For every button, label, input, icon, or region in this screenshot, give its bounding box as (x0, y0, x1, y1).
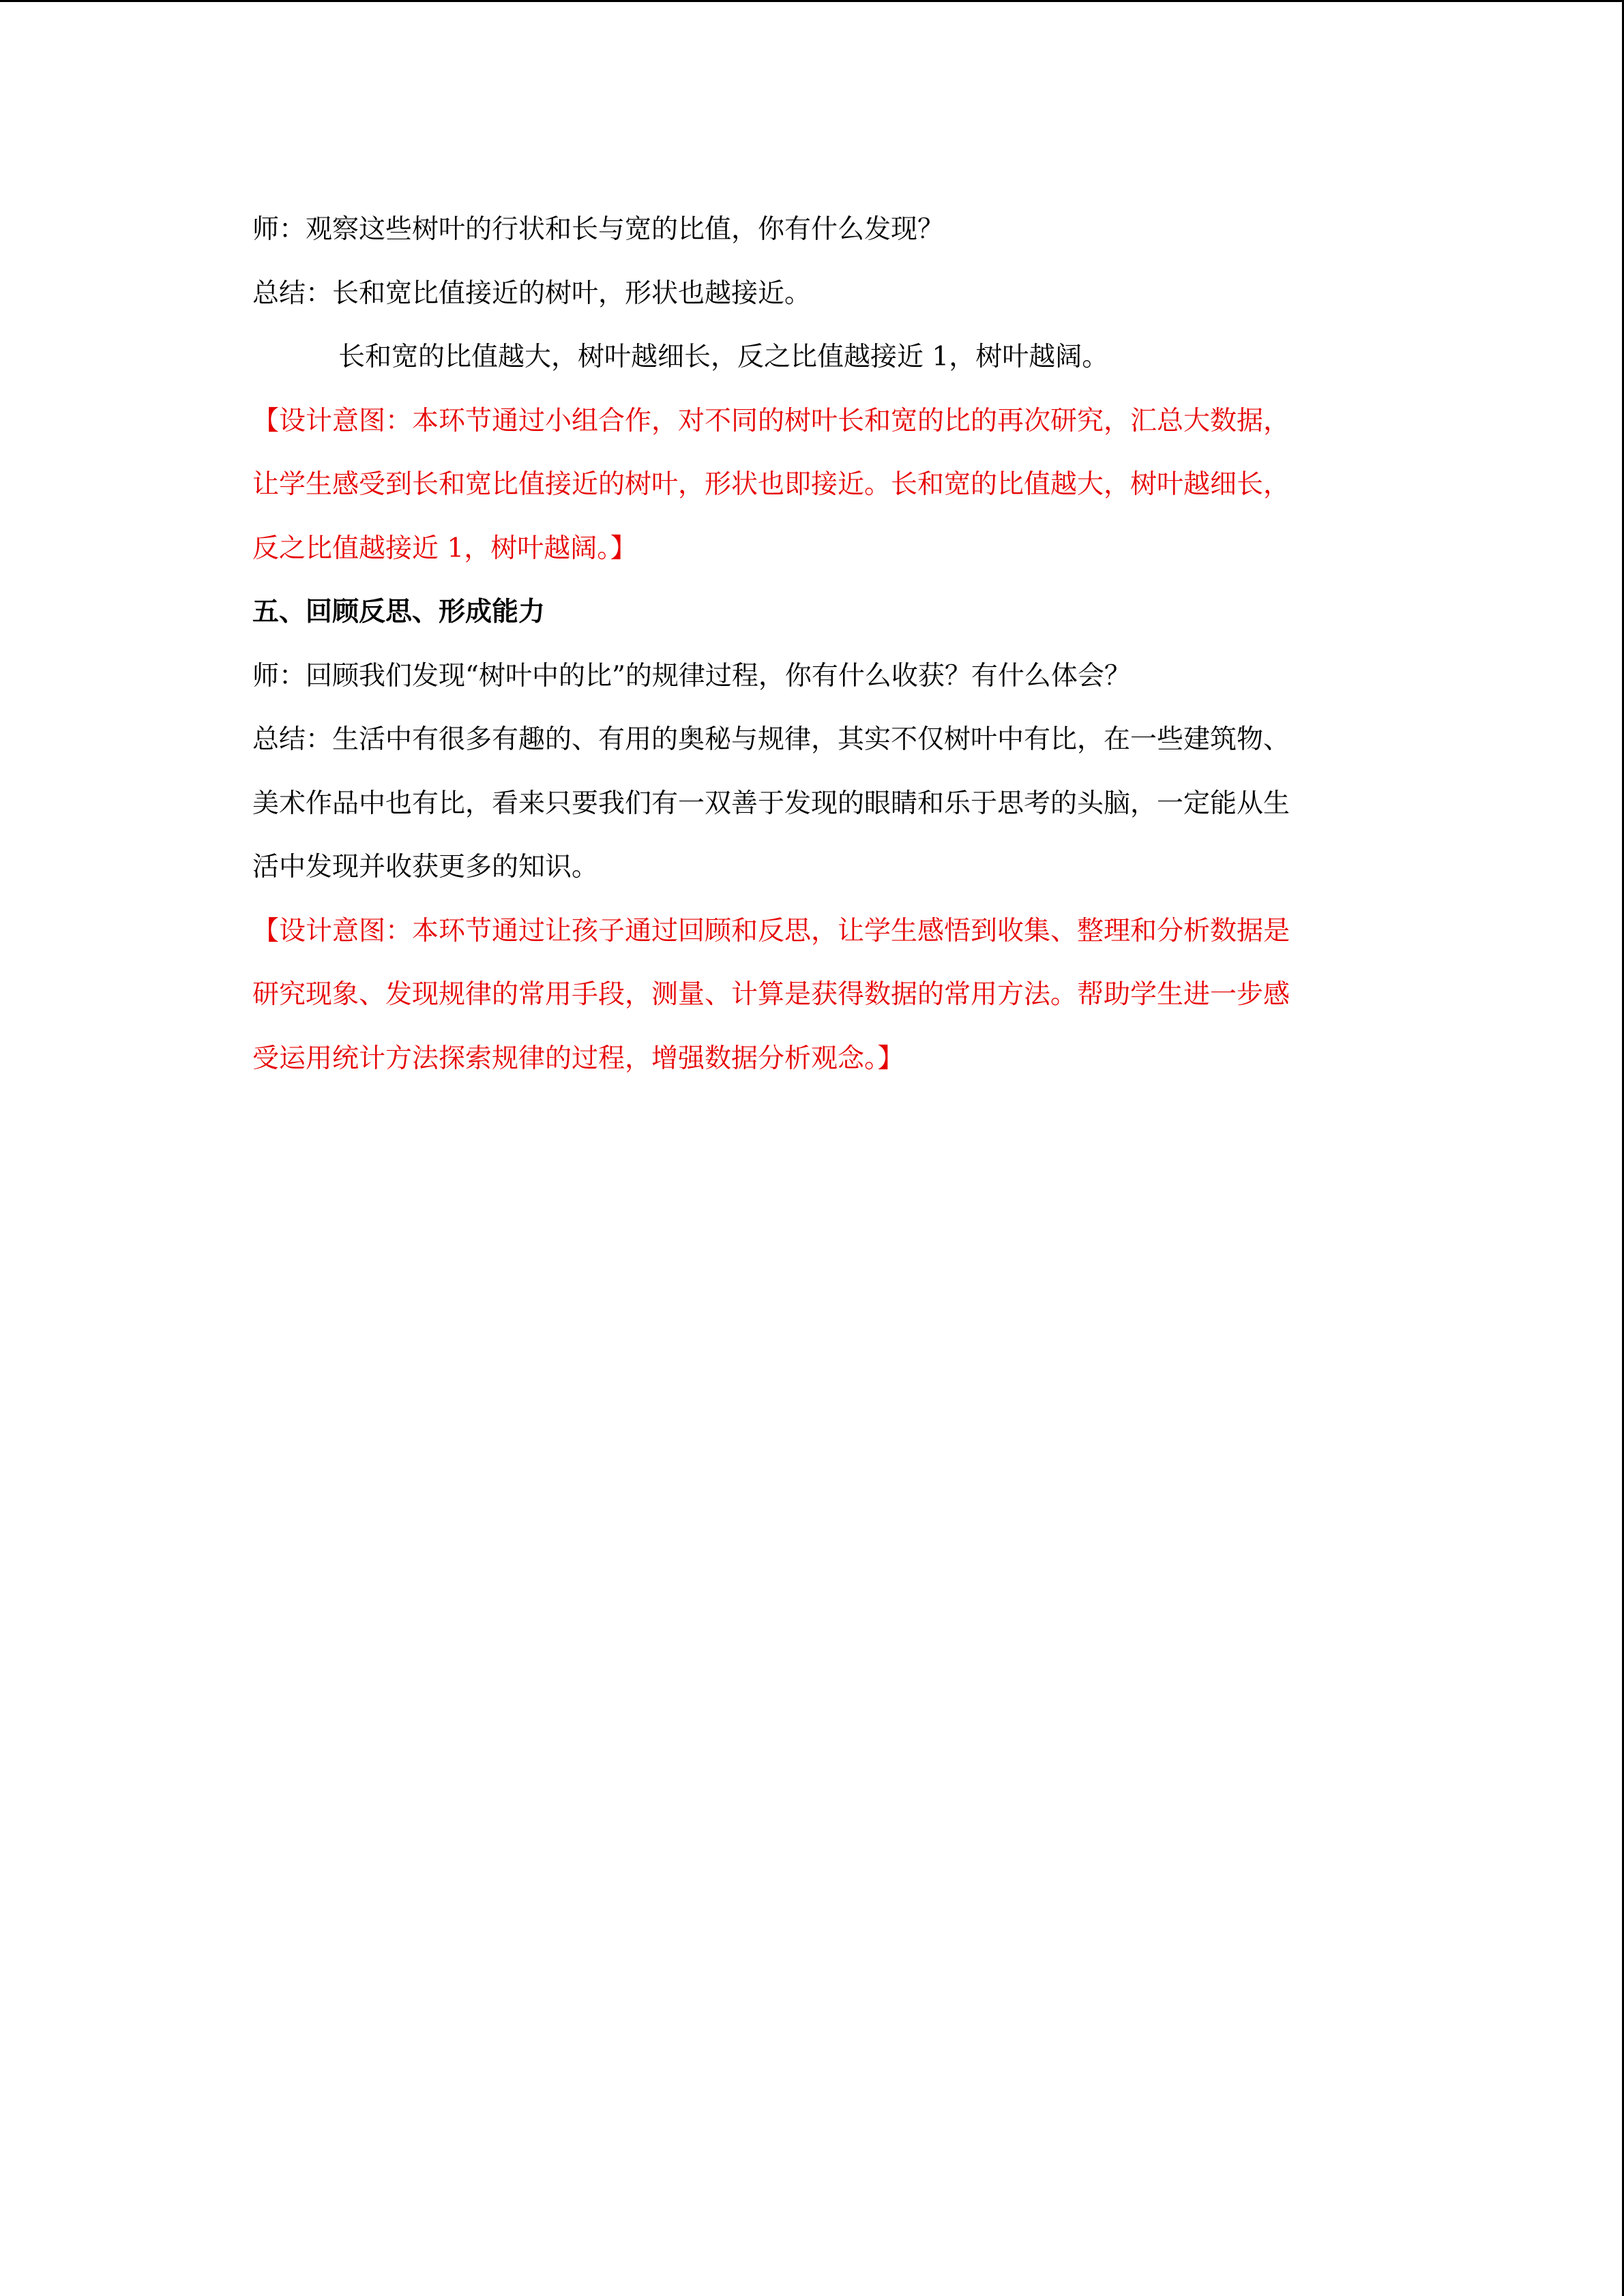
design-intent-line: 反之比值越接近 1，树叶越阔。】 (252, 533, 637, 564)
summary-line: 美术作品中也有比，看来只要我们有一双善于发现的眼睛和乐于思考的头脑，一定能从生 (252, 788, 1290, 819)
design-intent-line: 让学生感受到长和宽比值接近的树叶，形状也即接近。长和宽的比值越大，树叶越细长， (252, 469, 1290, 500)
summary-line: 总结：生活中有很多有趣的、有用的奥秘与规律，其实不仅树叶中有比，在一些建筑物、 (252, 724, 1290, 755)
design-intent-line: 【设计意图：本环节通过让孩子通过回顾和反思，让学生感悟到收集、整理和分析数据是 (252, 915, 1290, 946)
summary-line: 总结：长和宽比值接近的树叶，形状也越接近。 (252, 278, 812, 309)
document-body (252, 198, 1371, 1090)
teacher-question-line: 师：回顾我们发现“树叶中的比”的规律过程，你有什么收获？有什么体会？ (252, 660, 1131, 691)
summary-continuation-line: 长和宽的比值越大，树叶越细长，反之比值越接近 1，树叶越阔。 (338, 342, 1109, 372)
design-intent-line: 研究现象、发现规律的常用手段，测量、计算是获得数据的常用方法。帮助学生进一步感 (252, 979, 1290, 1010)
design-intent-line: 【设计意图：本环节通过小组合作，对不同的树叶长和宽的比的再次研究，汇总大数据， (252, 405, 1290, 436)
design-intent-line: 受运用统计方法探索规律的过程，增强数据分析观念。】 (252, 1043, 904, 1074)
section-heading: 五、回顾反思、形成能力 (252, 596, 546, 627)
summary-line: 活中发现并收获更多的知识。 (252, 852, 599, 882)
teacher-question-line: 师：观察这些树叶的行状和长与宽的比值，你有什么发现？ (252, 214, 945, 245)
